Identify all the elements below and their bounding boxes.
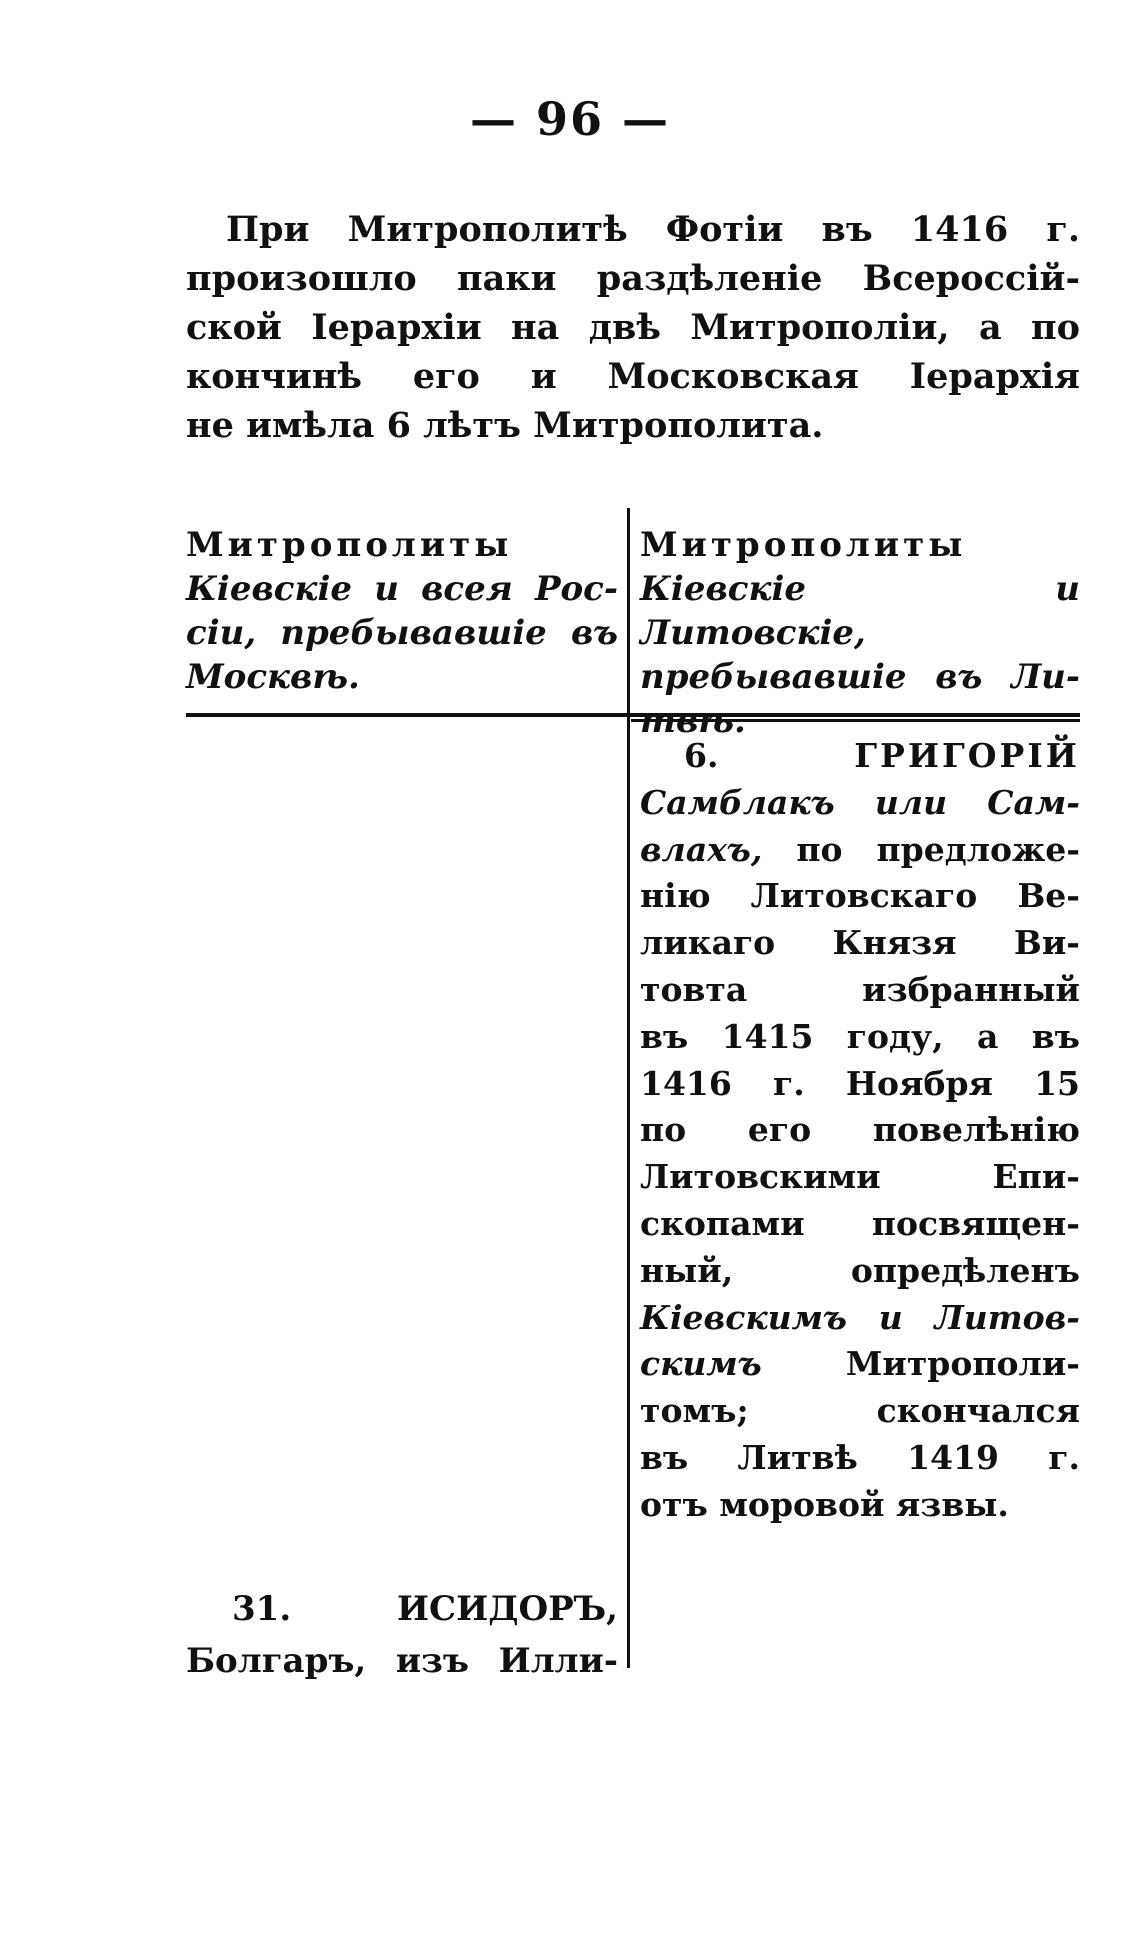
entry-line: Литовскими Епи- (640, 1157, 1080, 1197)
entry-line: ликаго Князя Ви- (640, 923, 1080, 963)
right-header-title: Митрополиты (640, 525, 967, 565)
entry-isidor (186, 1583, 618, 1687)
intro-line: ской Іерархіи на двѣ Митрополіи, а по (186, 307, 1080, 348)
entry-line: Болгаръ, изъ Илли- (186, 1641, 618, 1681)
entry-line: нію Литовскаго Ве- (640, 876, 1080, 916)
left-header-title: Митрополиты (186, 525, 513, 565)
intro-line: произошло паки раздѣленіе Всероссій- (186, 258, 1080, 299)
entry-grigoriy (640, 733, 1080, 1529)
page-number: — 96 — (469, 92, 671, 146)
left-column-header (186, 523, 618, 699)
entry-heading (640, 733, 1080, 780)
entry-name: ГРИГОРІЙ (854, 736, 1080, 775)
entry-line: Самблакъ или Сам- (640, 782, 1080, 822)
column-divider (627, 508, 630, 1668)
entry-line: 31. ИСИДОРЪ, (232, 1589, 618, 1629)
intro-line: не имѣла 6 лѣтъ Митрополита. (186, 405, 824, 446)
entry-fragment: по предложе- (762, 829, 1080, 869)
intro-paragraph (186, 205, 1080, 450)
left-header-subtitle-line: сіи, пребывавшіе въ (186, 613, 618, 653)
left-header-subtitle-line: Москвѣ. (186, 657, 360, 697)
intro-line: кончинѣ его и Московская Іерархія (186, 356, 1080, 397)
right-column-header (640, 523, 1080, 743)
right-header-subtitle-line: Кіевскіе и Литовскіе, (640, 569, 1080, 653)
entry-line: въ 1415 году, а въ (640, 1016, 1080, 1056)
left-header-subtitle-line: Кіевскіе и всея Рос- (186, 569, 618, 609)
entry-line: Кіевскимъ и Литов- (640, 1297, 1080, 1337)
entry-line: по его повелѣнію (640, 1110, 1080, 1150)
entry-line: товта избранный (640, 969, 1080, 1009)
entry-line (640, 827, 1080, 874)
entry-italic-fragment: скимъ (640, 1344, 762, 1384)
entry-fragment: Митрополи- (761, 1344, 1080, 1384)
right-header-subtitle-line: твѣ. (640, 701, 746, 741)
entry-line (640, 1341, 1080, 1388)
entry-line: отъ моровой язвы. (640, 1484, 1009, 1524)
entry-line: томъ; скончался (640, 1391, 1080, 1431)
entry-line: въ Литвѣ 1419 г. (640, 1437, 1080, 1477)
entry-line: ный, опредѣленъ (640, 1250, 1080, 1290)
entry-italic-fragment: влахъ, (640, 829, 763, 869)
right-header-subtitle-line: пребывавшіе въ Ли- (640, 657, 1080, 697)
entry-number: 6. (684, 736, 719, 775)
entry-line: скопами посвящен- (640, 1203, 1080, 1243)
entry-line: 1416 г. Ноября 15 (640, 1063, 1080, 1103)
intro-line: При Митрополитѣ Фотіи въ 1416 г. (226, 209, 1080, 250)
